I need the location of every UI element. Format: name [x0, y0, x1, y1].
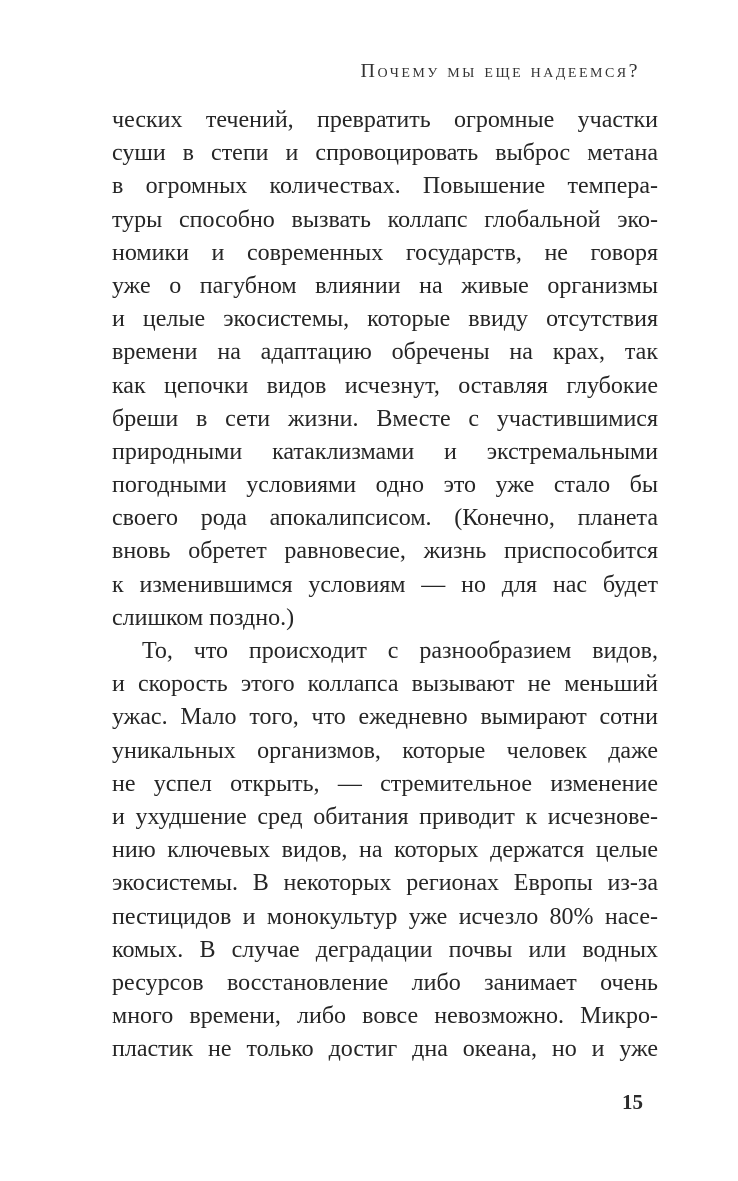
page-text	[112, 104, 658, 1066]
page-number: 15	[622, 1090, 643, 1114]
text-line: много времени, либо вовсе невозможно. Микро-	[112, 1003, 658, 1030]
text-line: своего рода апокалипсисом. (Конечно, планета	[112, 505, 658, 532]
text-line: туры способно вызвать коллапс глобальной эко-	[112, 206, 658, 233]
running-head: Почему мы еще надеемся?	[360, 60, 640, 82]
text-line: пестицидов и монокультур уже исчезло 80% насе-	[112, 903, 658, 930]
text-line: То, что происходит с разнообразием видов,	[142, 638, 658, 664]
text-line: слишком поздно.)	[112, 604, 295, 631]
text-line: ресурсов восстановление либо занимает очень	[112, 969, 658, 996]
text-line: времени на адаптацию обречены на крах, так	[112, 339, 658, 366]
text-line: природными катаклизмами и экстремальными	[112, 438, 658, 465]
text-line: погодными условиями одно это уже стало бы	[112, 472, 658, 499]
text-line: суши в степи и спровоцировать выброс метана	[112, 140, 658, 167]
text-line: нию ключевых видов, на которых держатся целые	[112, 837, 658, 864]
text-line: экосистемы. В некоторых регионах Европы из-за	[112, 870, 658, 897]
text-line: не успел открыть, — стремительное изменение	[112, 770, 658, 797]
text-line: ужас. Мало того, что ежедневно вымирают сотни	[112, 704, 658, 731]
text-line: вновь обретет равновесие, жизнь приспособится	[112, 538, 658, 565]
text-line: ческих течений, превратить огромные участки	[112, 107, 658, 133]
text-line: и скорость этого коллапса вызывают не меньший	[112, 671, 658, 698]
text-line: в огромных количествах. Повышение темпера-	[112, 173, 658, 200]
text-line: уже о пагубном влиянии на живые организмы	[112, 272, 658, 299]
text-line: уникальных организмов, которые человек даже	[112, 737, 658, 764]
text-line: к изменившимся условиям — но для нас будет	[112, 571, 658, 598]
text-line: как цепочки видов исчезнут, оставляя глубокие	[112, 372, 658, 399]
text-line: пластик не только достиг дна океана, но и уже	[112, 1036, 658, 1063]
text-line: и целые экосистемы, которые ввиду отсутствия	[112, 306, 658, 333]
text-line: номики и современных государств, не говоря	[112, 239, 658, 266]
text-line: комых. В случае деградации почвы или водных	[112, 936, 658, 963]
text-line: и ухудшение сред обитания приводит к исчезнове-	[112, 803, 658, 830]
text-line: бреши в сети жизни. Вместе с участившимися	[112, 405, 658, 432]
